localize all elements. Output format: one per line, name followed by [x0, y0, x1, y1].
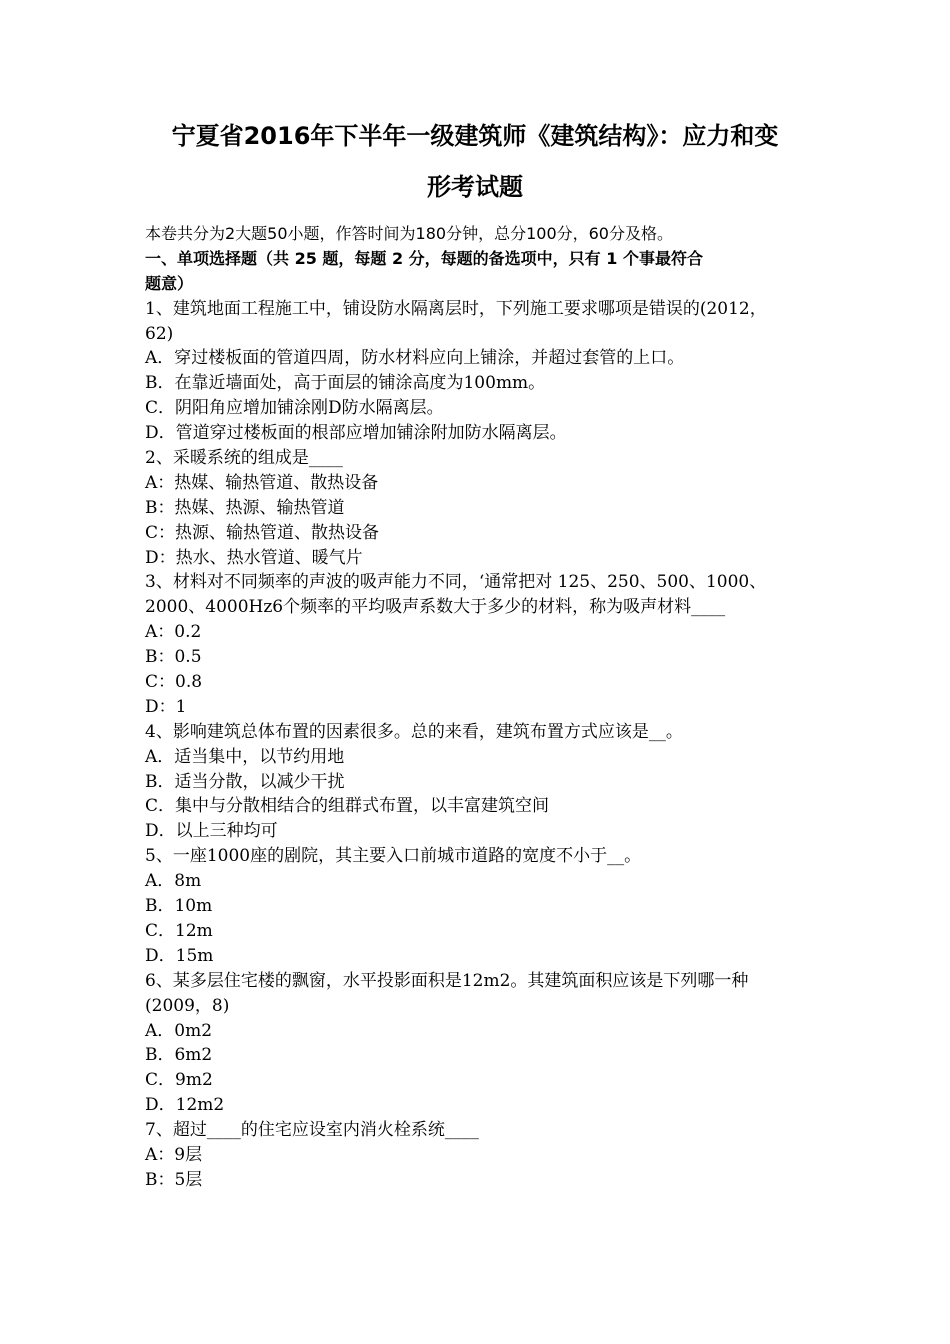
option-d: D．12m2 — [145, 1095, 225, 1116]
question-stem: 4、影响建筑总体布置的因素很多。总的来看，建筑布置方式应该是__。 — [145, 721, 683, 742]
question-stem-continued: 62) — [145, 323, 174, 344]
option-c: C：热源、输热管道、散热设备 — [145, 522, 380, 543]
option-a: A．0m2 — [145, 1020, 213, 1041]
section-heading-continued: 题意） — [145, 273, 194, 293]
exam-intro: 本卷共分为2大题50小题，作答时间为180分钟，总分100分，60分及格。 — [145, 224, 673, 243]
question-stem: 5、一座1000座的剧院，其主要入口前城市道路的宽度不小于__。 — [145, 846, 642, 867]
question-stem: 7、超过____的住宅应设室内消火栓系统____ — [145, 1120, 479, 1141]
question-4 — [145, 720, 810, 844]
option-c: C：0.8 — [145, 672, 203, 693]
option-d: D：1 — [145, 696, 187, 717]
document-title-line-1: 宁夏省2016年下半年一级建筑师《建筑结构》：应力和变 — [171, 122, 779, 150]
question-stem: 3、材料对不同频率的声波的吸声能力不同，‘通常把对 125、250、500、1000、 — [145, 572, 767, 593]
question-2 — [145, 446, 810, 570]
question-stem: 6、某多层住宅楼的飘窗，水平投影面积是12m2。其建筑面积应该是下列哪一种 — [145, 970, 749, 991]
option-a: A：热媒、输热管道、散热设备 — [145, 472, 379, 493]
option-b: B．10m — [145, 896, 213, 917]
option-a: A：9层 — [145, 1144, 203, 1165]
option-b: B．在靠近墙面处，高于面层的铺涂高度为100mm。 — [145, 373, 546, 394]
question-1 — [145, 297, 810, 446]
option-c: C．9m2 — [145, 1070, 213, 1091]
question-stem-continued: 2000、4000Hz6个频率的平均吸声系数大于多少的材料，称为吸声材料____ — [145, 597, 726, 618]
option-c: C．12m — [145, 920, 213, 941]
question-stem: 1、建筑地面工程施工中，铺设防水隔离层时，下列施工要求哪项是错误的(2012， — [145, 298, 767, 319]
question-6 — [145, 969, 810, 1118]
document-title-line-2: 形考试题 — [427, 173, 523, 201]
option-d: D．管道穿过楼板面的根部应增加铺涂附加防水隔离层。 — [145, 423, 567, 444]
document-body — [145, 222, 810, 1193]
question-stem-continued: (2009，8) — [145, 995, 230, 1016]
option-b: B：0.5 — [145, 647, 202, 668]
option-c: C．阴阳角应增加铺涂刚D防水隔离层。 — [145, 398, 444, 419]
option-d: D．以上三种均可 — [145, 821, 278, 842]
option-b: B：热媒、热源、输热管道 — [145, 497, 345, 518]
question-3 — [145, 570, 810, 719]
option-a: A．穿过楼板面的管道四周，防水材料应向上铺涂，并超过套管的上口。 — [145, 348, 685, 369]
option-b: B．适当分散，以减少干扰 — [145, 771, 345, 792]
option-a: A．适当集中，以节约用地 — [145, 746, 345, 767]
option-b: B：5层 — [145, 1169, 203, 1190]
question-5 — [145, 844, 810, 968]
option-d: D：热水、热水管道、暖气片 — [145, 547, 363, 568]
option-b: B．6m2 — [145, 1045, 213, 1066]
option-c: C．集中与分散相结合的组群式布置，以丰富建筑空间 — [145, 796, 550, 817]
option-a: A．8m — [145, 871, 202, 892]
option-a: A：0.2 — [145, 622, 202, 643]
question-7 — [145, 1118, 810, 1193]
section-heading: 一、单项选择题（共 25 题，每题 2 分，每题的备选项中，只有 1 个事最符合 — [145, 248, 703, 268]
question-stem: 2、采暖系统的组成是____ — [145, 448, 343, 469]
option-d: D．15m — [145, 945, 214, 966]
